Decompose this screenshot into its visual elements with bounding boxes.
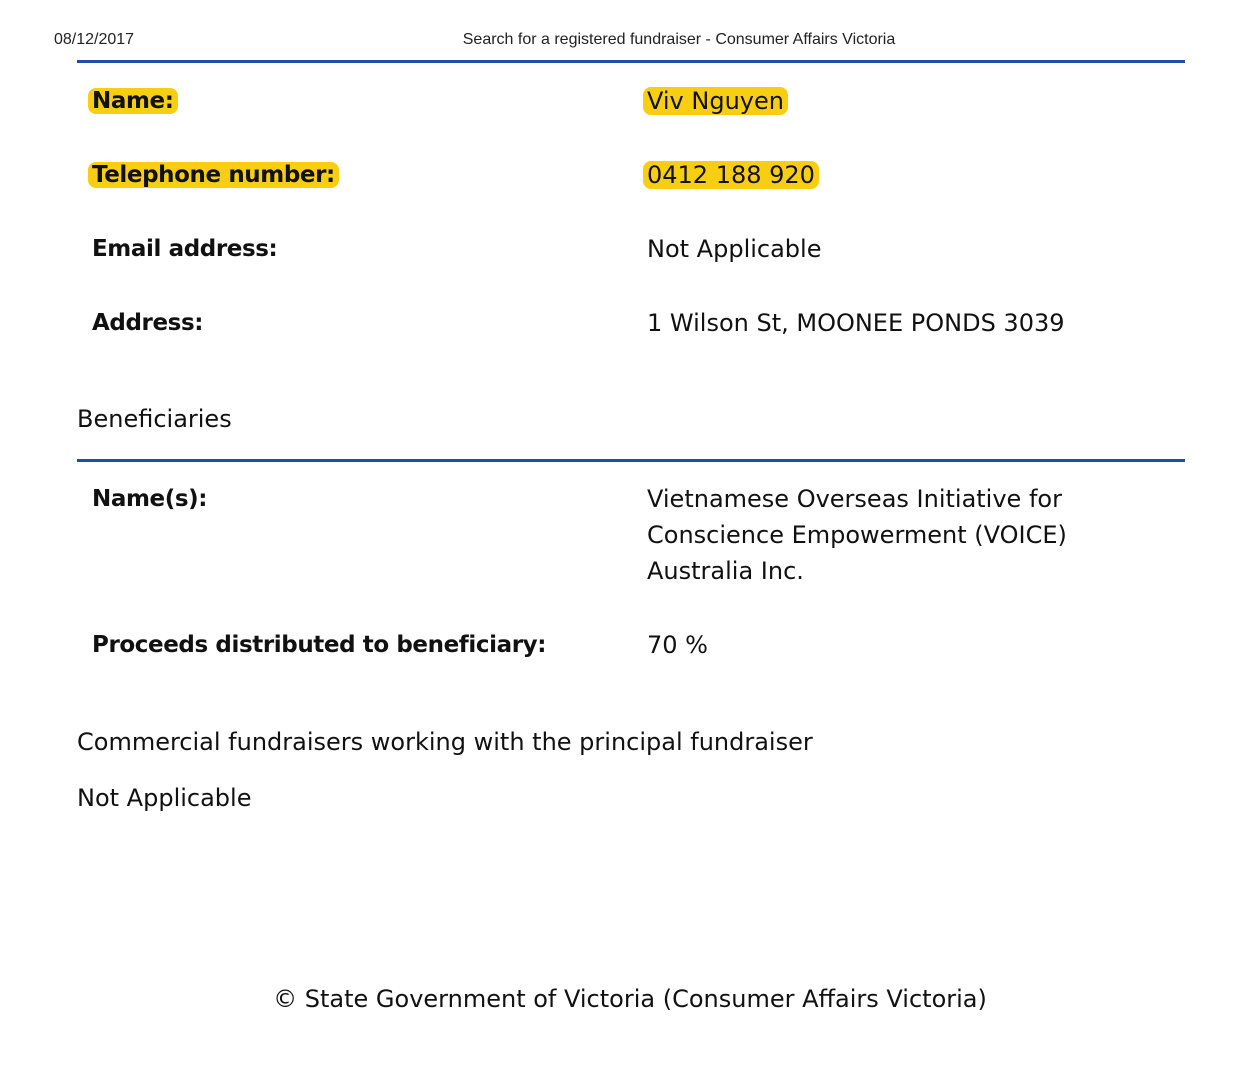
name-label-highlight: Name: (88, 88, 178, 114)
beneficiary-names-label: Name(s): (92, 486, 208, 512)
address-label: Address: (92, 310, 204, 336)
top-divider (77, 60, 1185, 63)
proceeds-label: Proceeds distributed to beneficiary: (92, 632, 547, 658)
telephone-value (647, 157, 1167, 193)
beneficiaries-divider (77, 459, 1185, 462)
copyright-footer: © State Government of Victoria (Consumer Affairs Victoria) (273, 985, 987, 1013)
name-label (92, 83, 178, 119)
beneficiary-names-value: Vietnamese Overseas Initiative for Conscience Empowerment (VOICE) Australia Inc. (647, 485, 1067, 585)
email-value: Not Applicable (647, 235, 822, 263)
commercial-fundraisers-value: Not Applicable (77, 784, 252, 812)
telephone-label-highlight: Telephone number: (88, 162, 339, 188)
name-value-highlight: Viv Nguyen (643, 87, 788, 115)
telephone-value-highlight: 0412 188 920 (643, 161, 819, 189)
proceeds-value: 70 % (647, 631, 708, 659)
print-title: Search for a registered fundraiser - Consumer Affairs Victoria (462, 31, 896, 48)
telephone-label (92, 157, 339, 193)
commercial-fundraisers-heading: Commercial fundraisers working with the principal fundraiser (77, 728, 813, 756)
address-value: 1 Wilson St, MOONEE PONDS 3039 (647, 309, 1065, 337)
name-value (647, 83, 1167, 119)
print-date: 08/12/2017 (54, 31, 135, 48)
email-label: Email address: (92, 236, 278, 262)
print-header (0, 31, 1260, 51)
beneficiaries-heading: Beneficiaries (77, 405, 232, 433)
